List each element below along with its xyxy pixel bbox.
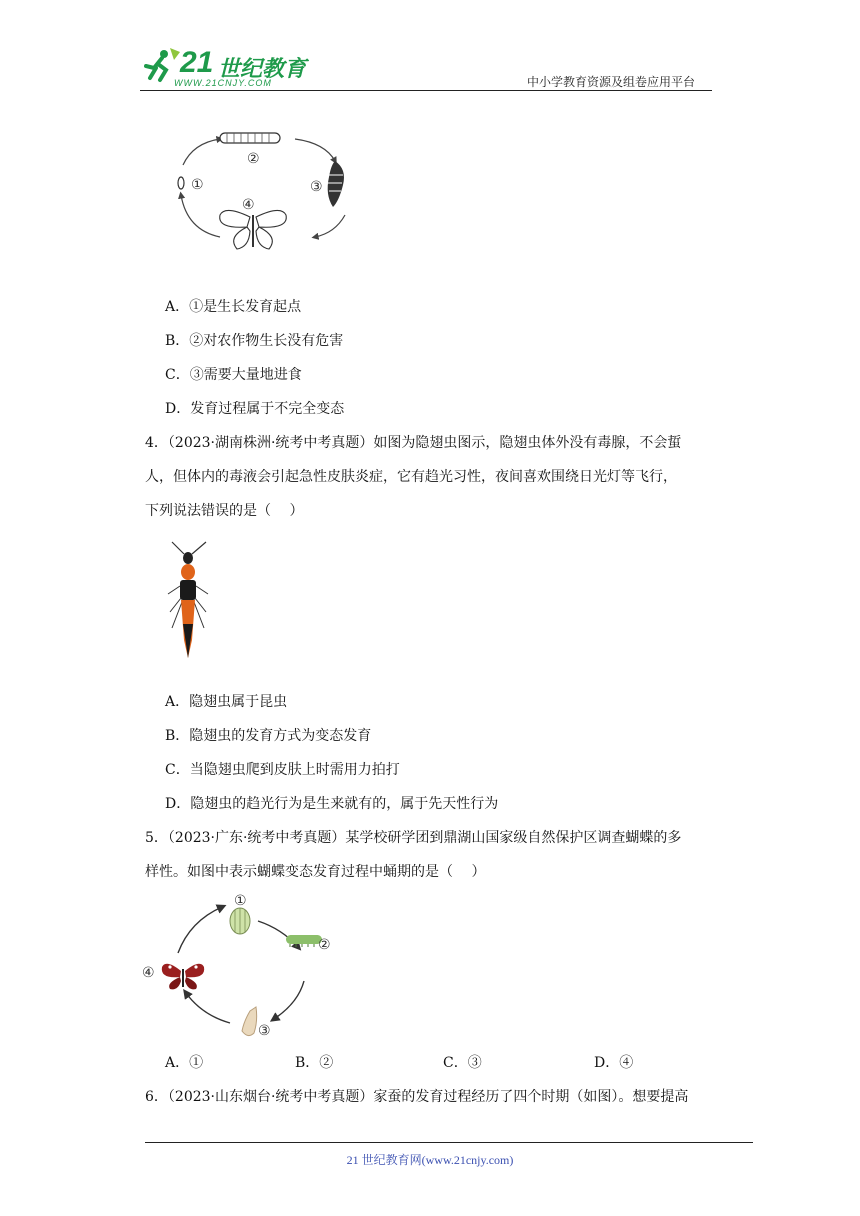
lifecycle-diagram-1 [165, 125, 365, 255]
q3-option-a: A．①是生长发育起点 [165, 299, 302, 315]
egg-icon [178, 177, 184, 189]
q3-option-d: D．发育过程属于不完全变态 [165, 401, 345, 417]
lifecycle-diagram-2 [140, 885, 350, 1045]
chrysalis-icon [242, 1007, 257, 1036]
fig2-label-4: ④ [142, 965, 155, 981]
q5-option-a: A．① [165, 1055, 204, 1071]
q4-option-b: B．隐翅虫的发育方式为变态发育 [165, 728, 372, 744]
fig2-label-2: ② [318, 937, 331, 953]
fig1-label-1: ① [191, 177, 204, 193]
logo-number: 21 [180, 46, 214, 79]
q4-line-3: 下列说法错误的是（ ） [145, 503, 304, 519]
header-logo [140, 40, 320, 90]
q4-option-d: D．隐翅虫的趋光行为是生来就有的，属于先天性行为 [165, 796, 499, 812]
q5-option-b: B．② [295, 1055, 334, 1071]
pupa-icon [328, 161, 344, 207]
fig2-label-3: ③ [258, 1023, 271, 1039]
caterpillar-icon [286, 935, 322, 947]
logo-url: WWW.21CNJY.COM [174, 78, 272, 88]
butterfly-icon [162, 964, 204, 990]
header-rule [140, 90, 712, 91]
fig2-label-1: ① [234, 893, 247, 909]
q4-line-1: 4．（2023·湖南株洲·统考中考真题）如图为隐翅虫图示，隐翅虫体外没有毒腺，不会蜇 [145, 435, 682, 451]
egg-icon [230, 908, 250, 934]
q3-option-c: C．③需要大量地进食 [165, 367, 302, 383]
fig1-label-3: ③ [310, 179, 323, 195]
footer-link[interactable]: 21 世纪教育网(www.21cnjy.com) [346, 1153, 514, 1167]
fig1-label-2: ② [247, 151, 260, 167]
logo-text: 世纪教育 [218, 57, 307, 82]
q5-option-d: D．④ [594, 1055, 634, 1071]
butterfly-icon [220, 210, 287, 249]
larva-icon [220, 133, 280, 143]
footer-rule [145, 1142, 753, 1143]
q3-option-b: B．②对农作物生长没有危害 [165, 333, 344, 349]
q4-option-a: A．隐翅虫属于昆虫 [165, 694, 288, 710]
rove-beetle-icon [160, 540, 216, 665]
q5-line-2: 样性。如图中表示蝴蝶变态发育过程中蛹期的是（ ） [145, 864, 486, 880]
q6-line-1: 6．（2023·山东烟台·统考中考真题）家蚕的发育过程经历了四个时期（如图）。想要提高 [145, 1089, 689, 1105]
fig1-label-4: ④ [242, 197, 255, 213]
q5-line-1: 5．（2023·广东·统考中考真题）某学校研学团到鼎湖山国家级自然保护区调查蝴蝶的多 [145, 830, 682, 846]
q4-option-c: C．当隐翅虫爬到皮肤上时需用力拍打 [165, 762, 400, 778]
platform-name: 中小学教育资源及组卷应用平台 [527, 75, 696, 89]
q4-line-2: 人，但体内的毒液会引起急性皮肤炎症，它有趋光习性，夜间喜欢围绕日光灯等飞行， [145, 469, 677, 485]
q5-option-c: C．③ [443, 1055, 482, 1071]
